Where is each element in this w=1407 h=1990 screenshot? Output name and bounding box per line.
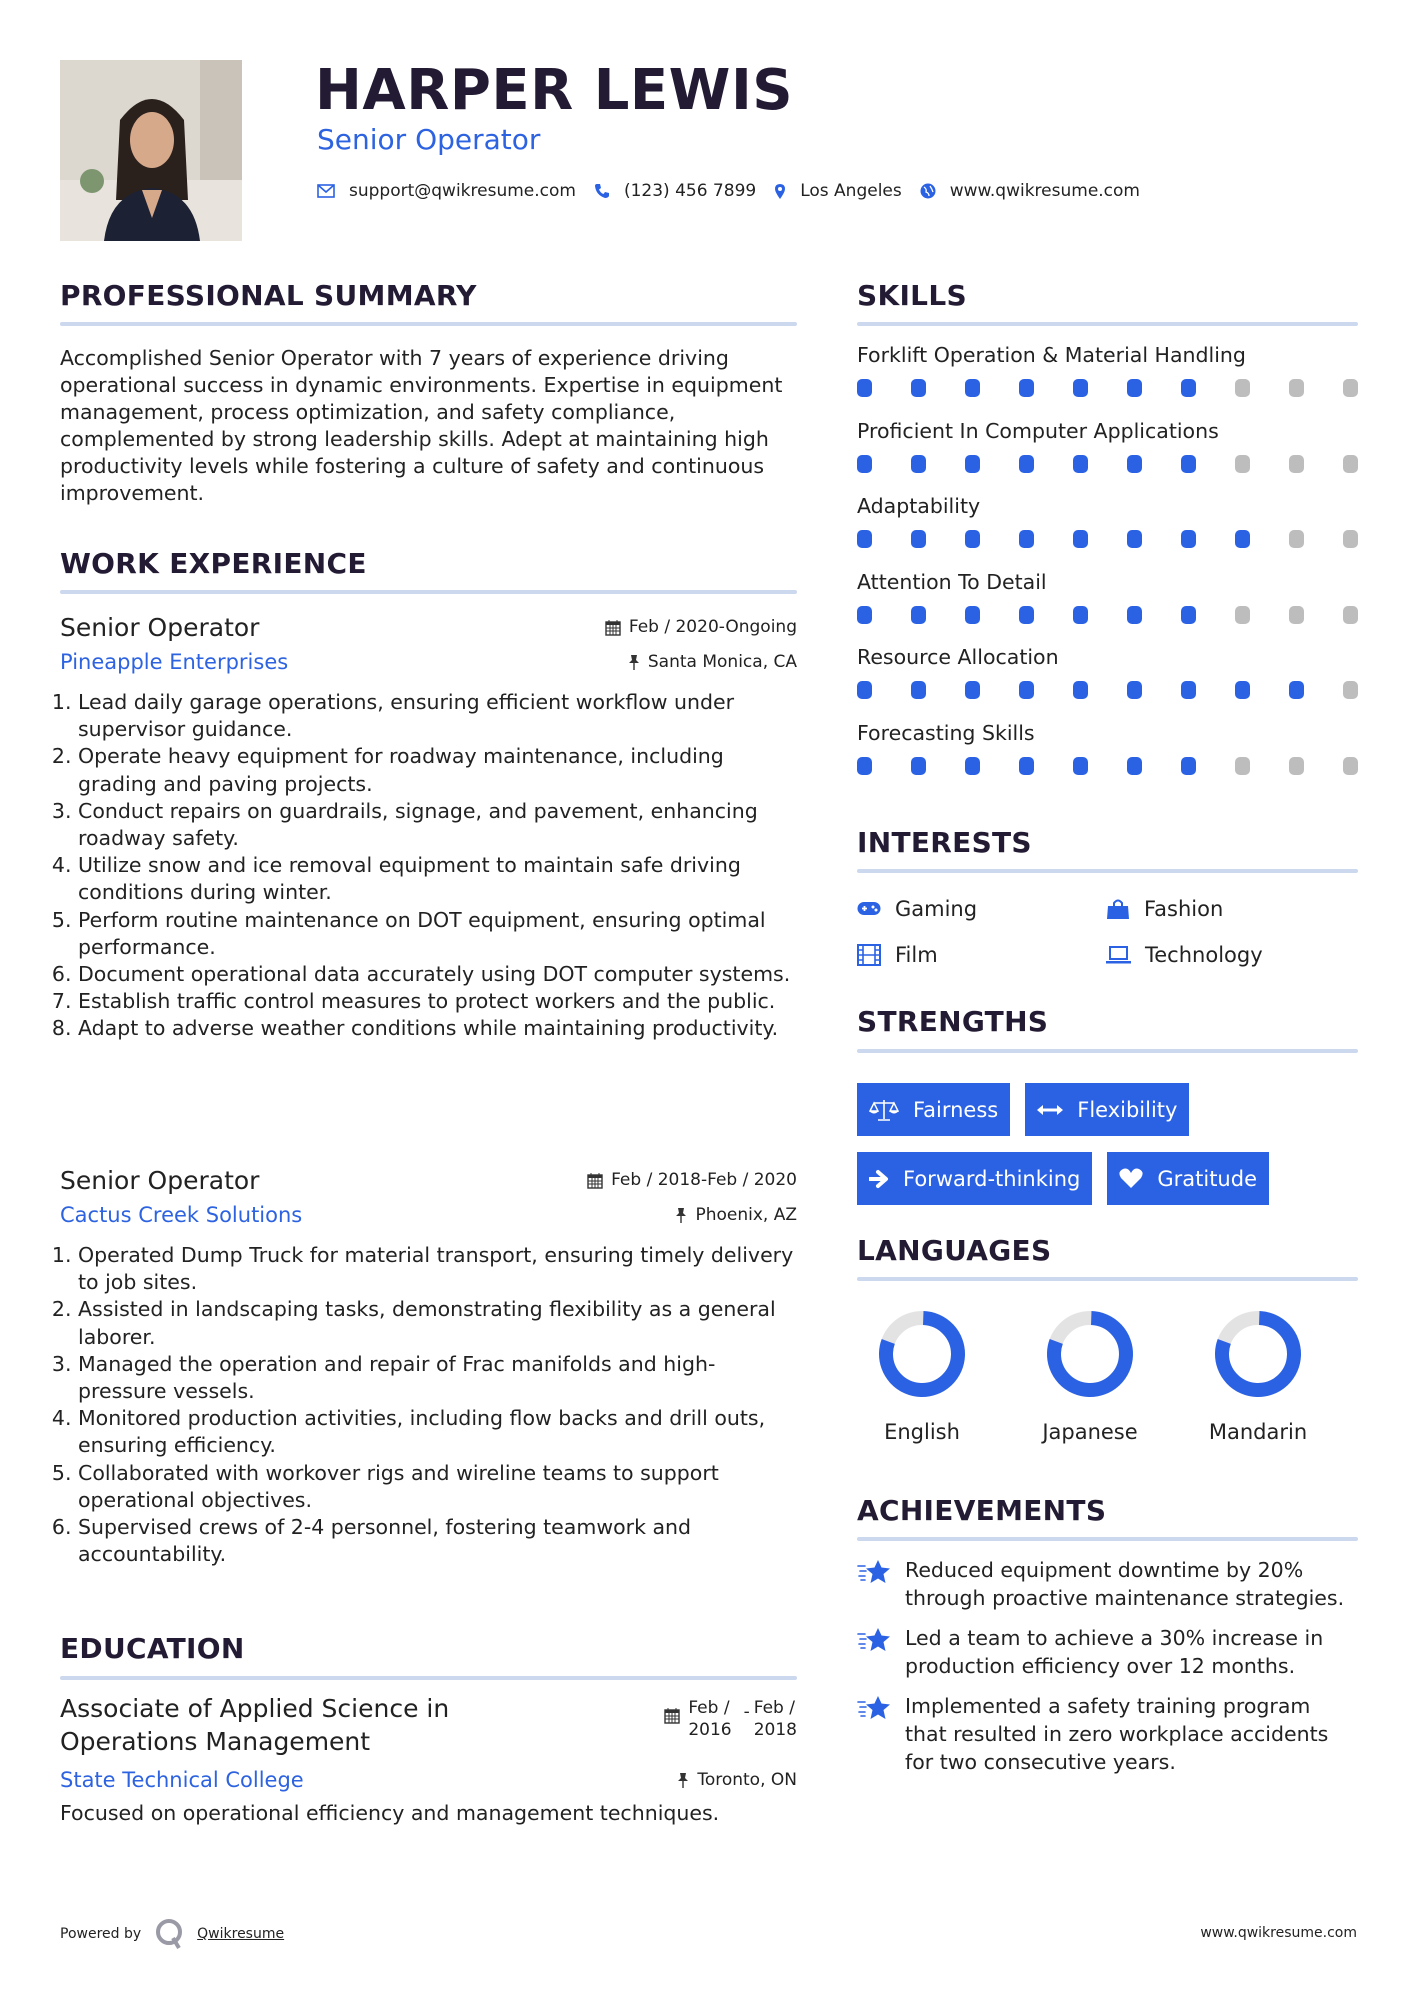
job-title: Senior Operator <box>60 612 260 642</box>
shopping-bag-icon <box>1106 898 1130 920</box>
job-title: Senior Operator <box>60 1165 260 1195</box>
interests-divider <box>857 869 1358 873</box>
education-location <box>677 1770 797 1790</box>
rating-dot-filled <box>1181 530 1196 548</box>
rating-dot-filled <box>857 681 872 699</box>
skill-label: Forecasting Skills <box>857 720 1035 745</box>
end-month: Feb / <box>753 1698 795 1718</box>
skill-item <box>857 343 1358 419</box>
skills-heading: SKILLS <box>857 279 967 312</box>
strength-fairness <box>857 1083 1010 1136</box>
rating-dot-empty <box>1289 757 1304 775</box>
language-donut-chart <box>878 1310 966 1398</box>
skill-rating <box>857 757 1358 775</box>
footer-powered-by <box>60 1918 284 1950</box>
rating-dot-filled <box>857 530 872 548</box>
rating-dot-filled <box>857 757 872 775</box>
strength-label: Fairness <box>913 1097 999 1122</box>
language-item <box>1193 1310 1323 1444</box>
job-dates-text: Feb / 2020-Ongoing <box>628 617 797 637</box>
rating-dot-filled <box>1127 681 1142 699</box>
strength-label: Gratitude <box>1157 1166 1257 1191</box>
education-start <box>688 1697 731 1741</box>
rating-dot-filled <box>857 606 872 624</box>
rating-dot-filled <box>1073 530 1088 548</box>
skill-item <box>857 570 1358 646</box>
rating-dot-filled <box>1073 757 1088 775</box>
school-name: State Technical College <box>60 1768 304 1792</box>
interest-fashion <box>1106 886 1223 932</box>
rating-dot-empty <box>1235 757 1250 775</box>
calendar-icon <box>664 1707 680 1724</box>
job-bullet: 6. Supervised crews of 2-4 personnel, fostering teamwork and accountability. <box>78 1514 797 1568</box>
achievements-heading: ACHIEVEMENTS <box>857 1494 1107 1527</box>
rating-dot-filled <box>911 530 926 548</box>
language-donut-chart <box>1214 1310 1302 1398</box>
language-donut-chart <box>1046 1310 1134 1398</box>
rating-dot-filled <box>1127 530 1142 548</box>
education-divider <box>60 1676 797 1680</box>
pushpin-icon <box>675 1207 687 1223</box>
rating-dot-filled <box>1181 379 1196 397</box>
summary-divider <box>60 322 797 326</box>
rating-dot-filled <box>1181 455 1196 473</box>
job-bullet: 2. Assisted in landscaping tasks, demonstrating flexibility as a general laborer. <box>78 1296 797 1350</box>
experience-divider <box>60 590 797 594</box>
contact-phone[interactable] <box>594 181 756 201</box>
interests-grid <box>857 886 1358 978</box>
rating-dot-empty <box>1235 606 1250 624</box>
calendar-icon <box>605 619 621 636</box>
rating-dot-filled <box>1235 681 1250 699</box>
job-bullet: 1. Operated Dump Truck for material transport, ensuring timely delivery to job sites. <box>78 1242 797 1296</box>
education-entry <box>60 1692 797 1827</box>
rating-dot-empty <box>1343 757 1358 775</box>
strength-flexibility <box>1025 1083 1189 1136</box>
strength-label: Flexibility <box>1077 1097 1178 1122</box>
degree-title <box>60 1692 449 1758</box>
education-location-text: Toronto, ON <box>697 1770 797 1790</box>
rating-dot-filled <box>1127 455 1142 473</box>
job-entry-2 <box>60 1163 797 1568</box>
skill-item <box>857 419 1358 495</box>
achievement-text: Implemented a safety training program that resulted in zero workplace accidents for two consecutive years. <box>905 1694 1329 1774</box>
achievements-divider <box>857 1537 1358 1541</box>
rating-dot-empty <box>1343 681 1358 699</box>
candidate-name: HARPER LEWIS <box>315 58 794 123</box>
rating-dot-filled <box>965 681 980 699</box>
language-item <box>1025 1310 1155 1444</box>
rating-dot-filled <box>911 455 926 473</box>
rating-dot-filled <box>1127 606 1142 624</box>
skill-item <box>857 721 1358 797</box>
rating-dot-empty <box>1289 455 1304 473</box>
rating-dot-filled <box>1235 530 1250 548</box>
rating-dot-empty <box>1289 379 1304 397</box>
footer-website[interactable]: www.qwikresume.com <box>1200 1925 1357 1941</box>
rating-dot-empty <box>1235 455 1250 473</box>
rating-dot-filled <box>1127 757 1142 775</box>
phone-icon <box>594 183 610 199</box>
location-text: Los Angeles <box>800 181 902 201</box>
rating-dot-filled <box>1127 379 1142 397</box>
skill-label: Forklift Operation & Material Handling <box>857 343 1246 367</box>
rating-dot-empty <box>1343 530 1358 548</box>
calendar-icon <box>587 1172 603 1189</box>
shooting-star-icon <box>857 1626 891 1654</box>
interest-film <box>857 932 1106 978</box>
job-location-text: Santa Monica, CA <box>647 652 797 672</box>
profile-photo-illustration <box>60 60 242 241</box>
rating-dot-filled <box>965 757 980 775</box>
strengths-heading: STRENGTHS <box>857 1005 1049 1038</box>
job-location <box>675 1205 797 1225</box>
language-label: English <box>884 1420 960 1444</box>
rating-dot-filled <box>911 606 926 624</box>
skill-rating <box>857 681 1358 699</box>
map-marker-icon <box>774 183 786 200</box>
job-location-text: Phoenix, AZ <box>695 1205 797 1225</box>
rating-dot-filled <box>857 379 872 397</box>
interest-label: Fashion <box>1144 897 1224 921</box>
job-entry-1 <box>60 610 797 1043</box>
job-bullet: 5. Perform routine maintenance on DOT equipment, ensuring optimal performance. <box>78 907 797 961</box>
interest-label: Gaming <box>895 897 978 921</box>
achievement-text: Led a team to achieve a 30% increase in production efficiency over 12 months. <box>905 1626 1324 1678</box>
rating-dot-filled <box>1019 681 1034 699</box>
gamepad-icon <box>857 901 881 917</box>
rating-dot-filled <box>1289 681 1304 699</box>
company-name: Cactus Creek Solutions <box>60 1203 303 1227</box>
start-year: 2016 <box>688 1720 732 1740</box>
end-year: 2018 <box>753 1720 797 1740</box>
profile-photo <box>60 60 242 241</box>
skill-label: Adaptability <box>857 494 981 518</box>
strength-gratitude <box>1107 1152 1269 1205</box>
degree-line-1: Associate of Applied Science in <box>60 1694 450 1723</box>
job-bullet: 4. Utilize snow and ice removal equipment to maintain safe driving conditions during winter. <box>78 852 797 906</box>
date-separator: - <box>743 1702 750 1722</box>
rating-dot-filled <box>911 379 926 397</box>
phone-text: (123) 456 7899 <box>623 181 757 201</box>
rating-dot-filled <box>1181 757 1196 775</box>
job-bullet: 1. Lead daily garage operations, ensuring efficient workflow under supervisor guidance. <box>78 689 797 743</box>
arrow-right-icon <box>869 1169 889 1189</box>
job-dates <box>587 1170 797 1190</box>
rating-dot-empty <box>1343 455 1358 473</box>
shooting-star-icon <box>857 1558 891 1586</box>
job-bullet: 5. Collaborated with workover rigs and wireline teams to support operational objectives. <box>78 1460 797 1514</box>
job-bullet: 7. Establish traffic control measures to protect workers and the public. <box>78 988 797 1015</box>
languages-heading: LANGUAGES <box>857 1234 1052 1267</box>
education-heading: EDUCATION <box>60 1632 245 1665</box>
skill-label: Attention To Detail <box>857 569 1047 594</box>
languages-list <box>857 1310 1358 1444</box>
film-icon <box>857 944 881 966</box>
globe-icon <box>920 183 936 199</box>
education-dates <box>664 1697 797 1758</box>
job-bullet: 8. Adapt to adverse weather conditions while maintaining productivity. <box>78 1015 797 1042</box>
balance-scale-icon <box>869 1098 899 1122</box>
languages-divider <box>857 1277 1358 1281</box>
pushpin-icon <box>628 654 640 670</box>
job-dates <box>605 617 797 637</box>
interest-technology <box>1106 932 1263 978</box>
skill-item <box>857 494 1358 570</box>
rating-dot-filled <box>1019 606 1034 624</box>
laptop-icon <box>1106 946 1131 964</box>
rating-dot-filled <box>965 530 980 548</box>
contact-location <box>774 181 902 201</box>
heart-icon <box>1119 1168 1143 1189</box>
job-bullet: 4. Monitored production activities, including flow backs and drill outs, ensuring efficiency. <box>78 1405 797 1459</box>
rating-dot-empty <box>1289 530 1304 548</box>
language-label: Japanese <box>1042 1420 1138 1444</box>
skill-rating <box>857 379 1358 397</box>
strength-forward-thinking <box>857 1152 1092 1205</box>
rating-dot-filled <box>965 455 980 473</box>
language-item <box>857 1310 987 1444</box>
rating-dot-filled <box>1181 606 1196 624</box>
rating-dot-filled <box>1073 606 1088 624</box>
strengths-divider <box>857 1049 1358 1053</box>
rating-dot-empty <box>1343 606 1358 624</box>
candidate-title: Senior Operator <box>317 123 541 156</box>
skill-label: Proficient In Computer Applications <box>857 418 1219 443</box>
achievements-list <box>857 1556 1358 1776</box>
rating-dot-filled <box>1073 379 1088 397</box>
qwikresume-link[interactable]: Qwikresume <box>197 1926 285 1942</box>
skill-label: Resource Allocation <box>857 645 1059 669</box>
job-bullet: 3. Managed the operation and repair of Frac manifolds and high-pressure vessels. <box>78 1351 797 1405</box>
rating-dot-filled <box>857 455 872 473</box>
envelope-icon <box>317 184 335 198</box>
achievement-item <box>857 1624 1358 1680</box>
company-name: Pineapple Enterprises <box>60 650 289 674</box>
skills-list <box>857 343 1358 796</box>
rating-dot-filled <box>965 379 980 397</box>
powered-by-text: Powered by <box>60 1926 142 1942</box>
rating-dot-filled <box>911 681 926 699</box>
pushpin-icon <box>677 1772 689 1788</box>
contact-email[interactable] <box>317 181 576 201</box>
rating-dot-filled <box>1019 379 1034 397</box>
rating-dot-filled <box>1019 757 1034 775</box>
rating-dot-filled <box>965 606 980 624</box>
shooting-star-icon <box>857 1694 891 1722</box>
rating-dot-filled <box>1073 681 1088 699</box>
skills-divider <box>857 322 1358 326</box>
rating-dot-filled <box>1019 530 1034 548</box>
skill-item <box>857 645 1358 721</box>
rating-dot-empty <box>1289 606 1304 624</box>
language-label: Mandarin <box>1208 1420 1308 1444</box>
job-location <box>628 652 797 672</box>
job-bullet: 3. Conduct repairs on guardrails, signage, and pavement, enhancing roadway safety. <box>78 798 797 852</box>
interest-label: Technology <box>1145 943 1263 967</box>
strength-label: Forward-thinking <box>903 1166 1081 1191</box>
rating-dot-empty <box>1343 379 1358 397</box>
rating-dot-filled <box>911 757 926 775</box>
skill-rating <box>857 606 1358 624</box>
achievement-item <box>857 1692 1358 1776</box>
email-text: support@qwikresume.com <box>349 181 576 201</box>
job-bullets <box>58 689 797 1043</box>
achievement-text: Reduced equipment downtime by 20% through proactive maintenance strategies. <box>905 1558 1345 1610</box>
start-month: Feb / <box>688 1698 730 1718</box>
skill-rating <box>857 530 1358 548</box>
experience-heading: WORK EXPERIENCE <box>60 547 367 580</box>
summary-text: Accomplished Senior Operator with 7 years of experience driving operational success in dynamic environments. Expertise in equipment management, process optimization, and safety compliance, complemented by strong leadership skills. Adept at maintaining high productivity levels while fostering a culture of safety and continuous improvement. <box>60 346 783 505</box>
achievement-item <box>857 1556 1358 1612</box>
contact-bar <box>317 181 1158 201</box>
qwikresume-logo-icon <box>155 1918 185 1950</box>
contact-website[interactable] <box>920 181 1140 201</box>
degree-line-2: Operations Management <box>60 1727 371 1756</box>
education-end <box>754 1697 797 1741</box>
interest-label: Film <box>895 943 938 967</box>
interest-gaming <box>857 886 1106 932</box>
skill-rating <box>857 455 1358 473</box>
arrows-horizontal-icon <box>1037 1104 1063 1116</box>
strengths-chips <box>857 1083 1358 1205</box>
rating-dot-filled <box>1019 455 1034 473</box>
job-bullets <box>58 1242 797 1568</box>
education-description: Focused on operational efficiency and management techniques. <box>60 1801 720 1825</box>
rating-dot-filled <box>1181 681 1196 699</box>
website-text: www.qwikresume.com <box>949 181 1140 201</box>
rating-dot-filled <box>1073 455 1088 473</box>
summary-heading: PROFESSIONAL SUMMARY <box>60 279 477 312</box>
interests-heading: INTERESTS <box>857 826 1032 859</box>
job-bullet: 6. Document operational data accurately using DOT computer systems. <box>78 961 797 988</box>
job-dates-text: Feb / 2018-Feb / 2020 <box>611 1170 797 1190</box>
rating-dot-empty <box>1235 379 1250 397</box>
job-bullet: 2. Operate heavy equipment for roadway maintenance, including grading and paving projects. <box>78 743 797 797</box>
